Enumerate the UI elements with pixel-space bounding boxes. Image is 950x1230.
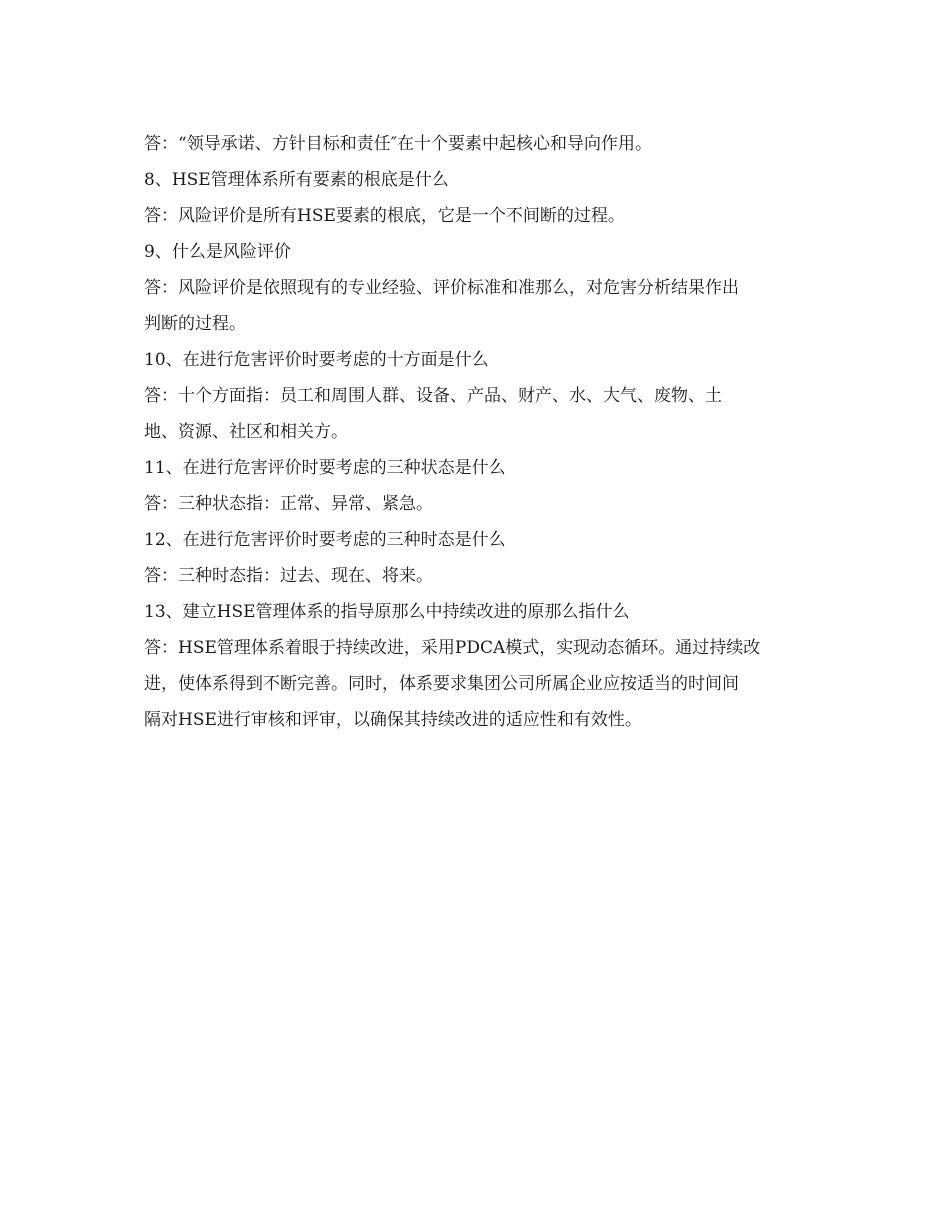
- question-9-heading: 9、什么是风险评价: [144, 242, 291, 262]
- answer-12-text: 答：三种时态指：过去、现在、将来。: [144, 566, 433, 586]
- answer-13-text-line-3: 隔对HSE进行审核和评审，以确保其持续改进的适应性和有效性。: [144, 710, 642, 730]
- answer-10-text-line-1: 答：十个方面指：员工和周围人群、设备、产品、财产、水、大气、废物、土: [144, 386, 722, 406]
- answer-10-text-line-2: 地、资源、社区和相关方。: [144, 422, 348, 442]
- answer-11-text: 答：三种状态指：正常、异常、紧急。: [144, 494, 433, 514]
- question-8-heading: 8、HSE管理体系所有要素的根底是什么: [144, 170, 449, 190]
- answer-9-text-line-2: 判断的过程。: [144, 314, 246, 334]
- answer-9-text-line-1: 答：风险评价是依照现有的专业经验、评价标准和准那么，对危害分析结果作出: [144, 278, 739, 298]
- answer-13-text-line-2: 进，使体系得到不断完善。同时，体系要求集团公司所属企业应按适当的时间间: [144, 674, 739, 694]
- question-12-heading: 12、在进行危害评价时要考虑的三种时态是什么: [144, 530, 506, 550]
- document-body: [144, 126, 804, 738]
- question-11-heading: 11、在进行危害评价时要考虑的三种状态是什么: [144, 458, 506, 478]
- answer-13-text-line-1: 答：HSE管理体系着眼于持续改进，采用PDCA模式，实现动态循环。通过持续改: [144, 638, 761, 658]
- answer-7-text: 答：“领导承诺、方针目标和责任″在十个要素中起核心和导向作用。: [144, 134, 653, 154]
- question-13-heading: 13、建立HSE管理体系的指导原那么中持续改进的原那么指什么: [144, 602, 630, 622]
- answer-8-text: 答：风险评价是所有HSE要素的根底，它是一个不间断的过程。: [144, 206, 625, 226]
- question-10-heading: 10、在进行危害评价时要考虑的十方面是什么: [144, 350, 489, 370]
